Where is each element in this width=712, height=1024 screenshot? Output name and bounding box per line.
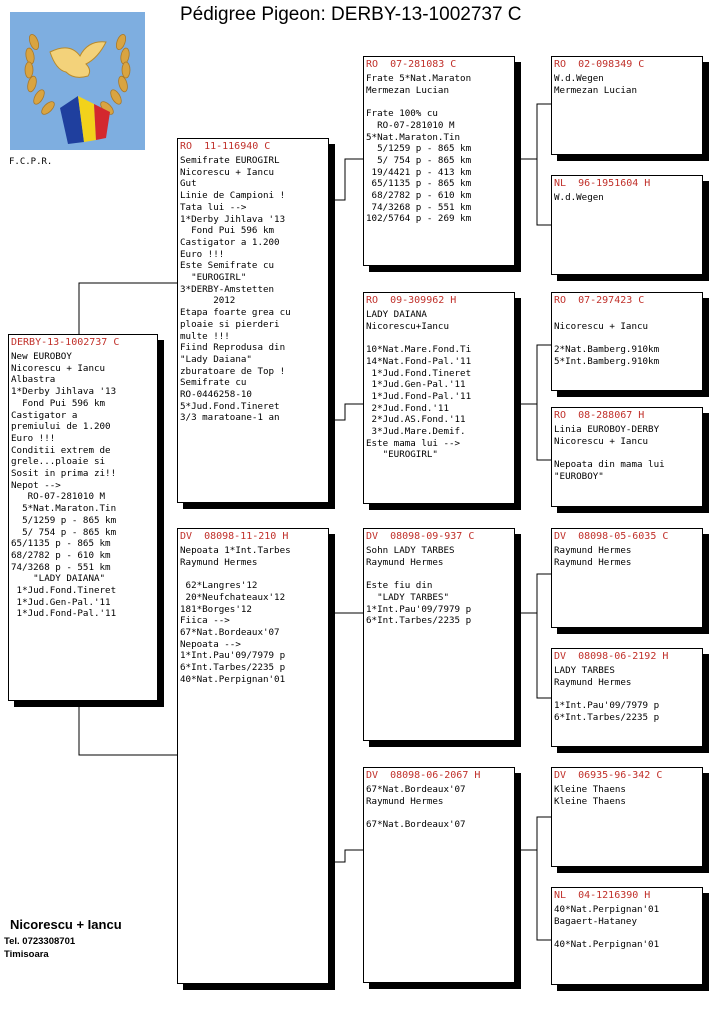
card-details: Raymund Hermes Raymund Hermes xyxy=(554,545,632,568)
ring-number: DV 08098-11-210 H xyxy=(180,531,289,542)
card-details: Sohn LADY TARBES Raymund Hermes Este fiu din "LADY TARBES" 1*Int.Pau'09/7979 p 6*Int.Tarbes/2235 p xyxy=(366,545,472,627)
pedigree-card-dam xyxy=(177,528,329,984)
card-details: W.d.Wegen xyxy=(554,192,604,203)
ring-number: NL 04-1216390 H xyxy=(554,890,651,901)
pedigree-card-dsd xyxy=(551,648,703,747)
logo-caption: F.C.P.R. xyxy=(9,157,53,167)
pedigree-card-subject xyxy=(8,334,158,701)
pedigree-card-sdd xyxy=(551,407,703,507)
pedigree-card-dam-dam xyxy=(363,767,515,983)
pedigree-card-sds xyxy=(551,292,703,391)
card-details: Frate 5*Nat.Maraton Mermezan Lucian Frate 100% cu RO-07-281010 M 5*Nat.Maraton.Tin 5/1259 p - 865 km 5/ 754 p - 865 km 19/4421 p - 413 km 65/1135 p - 865 km 68/2782 p - 610 km 74/3268 p - 551 km 102/5764 p - 269 km xyxy=(366,73,472,225)
ring-number: DV 08098-06-2192 H xyxy=(554,651,669,662)
ring-number: NL 96-1951604 H xyxy=(554,178,651,189)
pedigree-card-sire-dam xyxy=(363,292,515,504)
card-details: 40*Nat.Perpignan'01 Bagaert-Hataney 40*Nat.Perpignan'01 xyxy=(554,904,660,951)
ring-number: RO 07-281083 C xyxy=(366,59,457,70)
pedigree-card-sire xyxy=(177,138,329,503)
breeder-city: Timisoara xyxy=(4,949,49,960)
ring-number: DV 08098-05-6035 C xyxy=(554,531,669,542)
pedigree-card-dss xyxy=(551,528,703,628)
ring-number: DERBY-13-1002737 C xyxy=(11,337,120,348)
pedigree-card-dam-sire xyxy=(363,528,515,741)
ring-number: DV 08098-06-2067 H xyxy=(366,770,481,781)
ring-number: RO 08-288067 H xyxy=(554,410,645,421)
ring-number: RO 07-297423 C xyxy=(554,295,645,306)
card-details: Nepoata 1*Int.Tarbes Raymund Hermes 62*Langres'12 20*Neufchateaux'12 181*Borges'12 Fiica --> 67*Nat.Bordeaux'07 Nepoata --> 1*Int.Pau'09/7979 p 6*Int.Tarbes/2235 p 40*Nat.Perpignan'01 xyxy=(180,545,291,685)
card-details: LADY DAIANA Nicorescu+Iancu 10*Nat.Mare.Fond.Ti 14*Nat.Fond-Pal.'11 1*Jud.Fond.Tineret 1*Jud.Gen-Pal.'11 1*Jud.Fond-Pal.'11 2*Jud.Fond.'11 2*Jud.AS.Fond.'11 3*Jud.Mare.Demif. Este mama lui --> "EUROGIRL" xyxy=(366,309,472,461)
card-details: Nicorescu + Iancu 2*Nat.Bamberg.910km 5*Int.Bamberg.910km xyxy=(554,320,660,367)
card-details: Kleine Thaens Kleine Thaens xyxy=(554,784,626,807)
card-details: LADY TARBES Raymund Hermes 1*Int.Pau'09/7979 p 6*Int.Tarbes/2235 p xyxy=(554,665,660,723)
pedigree-card-sire-sire xyxy=(363,56,515,266)
ring-number: RO 11-116940 C xyxy=(180,141,271,152)
pedigree-card-ssd xyxy=(551,175,703,275)
page-title: Pédigree Pigeon: DERBY-13-1002737 C xyxy=(180,4,522,25)
ring-number: DV 08098-09-937 C xyxy=(366,531,475,542)
breeder-phone: Tel. 0723308701 xyxy=(4,936,76,947)
pedigree-card-dds xyxy=(551,767,703,867)
ring-number: DV 06935-96-342 C xyxy=(554,770,663,781)
pedigree-card-ddd xyxy=(551,887,703,985)
ring-number: RO 09-309962 H xyxy=(366,295,457,306)
breeder-name: Nicorescu + Iancu xyxy=(10,917,122,932)
pedigree-card-sss xyxy=(551,56,703,155)
card-details: Semifrate EUROGIRL Nicorescu + Iancu Gut Linie de Campioni ! Tata lui --> 1*Derby Jihlava '13 Fond Pui 596 km Castigator a 1.200 Euro !!! Este Semifrate cu "EUROGIRL" 3*DERBY-Amstetten 2012 Etapa foarte grea cu ploaie si pierderi multe !!! Fiind Reprodusa din "Lady Daiana" zburatoare de Top ! Semifrate cu RO-0446258-10 5*Jud.Fond.Tineret 3/3 maratoane-1 an xyxy=(180,155,291,424)
card-details: 67*Nat.Bordeaux'07 Raymund Hermes 67*Nat.Bordeaux'07 xyxy=(366,784,466,831)
ring-number: RO 02-098349 C xyxy=(554,59,645,70)
card-details: New EUROBOY Nicorescu + Iancu Albastra 1*Derby Jihlava '13 Fond Pui 596 km Castigator a premiului de 1.200 Euro !!! Conditii extrem de grele...ploaie si Sosit in prima zi!! Nepot --> RO-07-281010 M 5*Nat.Maraton.Tin 5/1259 p - 865 km 5/ 754 p - 865 km 65/1135 p - 865 km 68/2782 p - 610 km 74/3268 p - 551 km "LADY DAIANA" 1*Jud.Fond.Tineret 1*Jud.Gen-Pal.'11 1*Jud.Fond-Pal.'11 xyxy=(11,351,117,620)
card-details: Linia EUROBOY-DERBY Nicorescu + Iancu Nepoata din mama lui "EUROBOY" xyxy=(554,424,665,482)
card-details: W.d.Wegen Mermezan Lucian xyxy=(554,73,637,96)
